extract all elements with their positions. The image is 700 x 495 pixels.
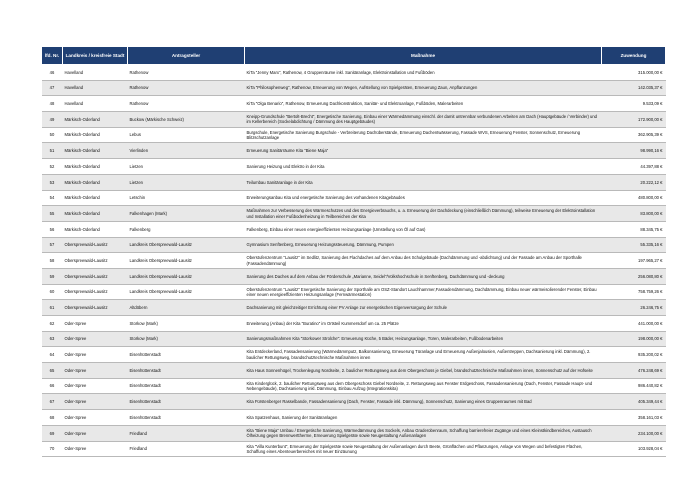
cell-antragsteller: Falkenberg (128, 221, 245, 237)
table-body (42, 65, 666, 457)
cell-landkreis: Oder-Spree (63, 378, 128, 394)
cell-massnahme: KiTa "Jenny Marx", Rathenow, 4 Gruppenräume inkl. Sanitäranlage, Elektroinstallation und Fußböden (245, 65, 602, 81)
cell-nr: 51 (42, 143, 63, 159)
cell-massnahme: Gymnasium Senftenberg, Erneuerung Heizungssteuerung, Dämmung, Pumpen (245, 237, 602, 253)
funding-table (41, 46, 666, 457)
cell-nr: 50 (42, 127, 63, 143)
cell-nr: 63 (42, 331, 63, 347)
cell-antragsteller: Lietzen (128, 159, 245, 175)
cell-nr: 67 (42, 394, 63, 410)
cell-antragsteller: Lebus (128, 127, 245, 143)
cell-landkreis: Oder-Spree (63, 441, 128, 457)
cell-zuwendung: 198.000,00 € (602, 331, 666, 347)
table-row (42, 394, 666, 410)
header-nr: lfd. Nr. (42, 47, 63, 65)
cell-massnahme: Kita "Biene Maja" Umbau / Energetische Sanierung, Wärmedämmung des Sockels, Anbau Graderobenraum, Schaffung barrierefreier Zugänge und eines Kleinstkindbereiches, Austausch Ölheizung gegen Brennwerttherme, Erneuerung Spielgeräte sowie Neugestaltung Außenanlagen (245, 425, 602, 441)
cell-massnahme: KiTa "Olga Benario", Rathenow, Erneuerung Dachkonstruktion, Sanitär- und Elektroanlage, Fußböden, Malerarbeiten (245, 96, 602, 112)
cell-landkreis: Märkisch-Oderland (63, 112, 128, 128)
table-row (42, 378, 666, 394)
cell-landkreis: Märkisch-Oderland (63, 190, 128, 206)
cell-nr: 53 (42, 174, 63, 190)
cell-antragsteller: Landkreis Oberspreewald-Lausitz (128, 284, 245, 300)
table-row (42, 206, 666, 222)
cell-landkreis: Oder-Spree (63, 394, 128, 410)
cell-antragsteller: Eisenhüttenstadt (128, 363, 245, 379)
cell-nr: 46 (42, 65, 63, 81)
cell-landkreis: Märkisch-Oderland (63, 221, 128, 237)
cell-antragsteller: Buckow (Märkische Schweiz) (128, 112, 245, 128)
table-row (42, 316, 666, 332)
cell-zuwendung: 83.800,00 € (602, 206, 666, 222)
cell-zuwendung: 20.222,12 € (602, 174, 666, 190)
cell-massnahme: Kita Entdeckerland, Fassadensanierung (Wärmedämmputz, Balkonsanierung, Erneuerung Türanlage und Erneuerung Außenjalousien, Außentreppen, Dachsanierung inkl. Dämmung), 2. baulicher Rettungsweg, brandschutztechnische Maßnahmen innen (245, 347, 602, 363)
cell-landkreis: Märkisch-Oderland (63, 174, 128, 190)
cell-landkreis: Oder-Spree (63, 363, 128, 379)
table-row (42, 331, 666, 347)
cell-nr: 60 (42, 284, 63, 300)
cell-nr: 58 (42, 253, 63, 269)
cell-zuwendung: 480.800,00 € (602, 190, 666, 206)
cell-nr: 70 (42, 441, 63, 457)
table-row (42, 96, 666, 112)
cell-landkreis: Märkisch-Oderland (63, 206, 128, 222)
cell-landkreis: Havelland (63, 65, 128, 81)
table-row (42, 159, 666, 175)
cell-antragsteller: Landkreis Oberspreewald-Lausitz (128, 253, 245, 269)
cell-massnahme: Sanierungsmaßnahmen Kita "Storkower Strolche": Erneuerung Küche, 5 Bäder, Heizungsanlage, Türen, Malerarbeiten, Fußbodenarbeiten (245, 331, 602, 347)
cell-massnahme: Sanierung Heizung und Elektro in der Kita (245, 159, 602, 175)
cell-zuwendung: 935.200,02 € (602, 347, 666, 363)
cell-antragsteller: Landkreis Oberspreewald-Lausitz (128, 237, 245, 253)
cell-zuwendung: 55.335,16 € (602, 237, 666, 253)
cell-zuwendung: 256.080,80 € (602, 268, 666, 284)
cell-nr: 59 (42, 268, 63, 284)
table-row (42, 112, 666, 128)
cell-landkreis: Märkisch-Oderland (63, 143, 128, 159)
cell-nr: 56 (42, 221, 63, 237)
cell-nr: 49 (42, 112, 63, 128)
table-row (42, 80, 666, 96)
cell-massnahme: Kita Spatzenhaus, Sanierung der Sanitäranlagen (245, 410, 602, 426)
header-massnahme: Maßnahme (245, 47, 602, 65)
cell-landkreis: Oberspreewald-Lausitz (63, 284, 128, 300)
header-antragsteller: Antragsteller (128, 47, 245, 65)
cell-antragsteller: Eisenhüttenstadt (128, 378, 245, 394)
cell-landkreis: Oder-Spree (63, 347, 128, 363)
cell-landkreis: Oberspreewald-Lausitz (63, 253, 128, 269)
cell-massnahme: Kita Haus Sonnenhügel, Trockenlegung Nordseite, 2. baulicher Rettungsweg aus dem Obergeschoss je Giebel, brandschutztechnische Maßnahmen innen, Sonnenschutz auf der Hofseite (245, 363, 602, 379)
cell-massnahme: Sanierung des Daches auf dem Anbau der Förderschule „Marianne, Seidel"/Volkshochschule in Senftenberg, Dachdämmung und -deckung (245, 268, 602, 284)
cell-nr: 65 (42, 363, 63, 379)
cell-landkreis: Oberspreewald-Lausitz (63, 268, 128, 284)
cell-landkreis: Havelland (63, 80, 128, 96)
cell-massnahme: Kneipp-Grundschule "Bertolt-Brecht", Energetische Sanierung, Einbau einer Wärmedämmung einschl. der damit untrennbar verbundenen Arbeiten am Dach (Hauptgebäude / Verbinder) und im Kellerbereich (Sockelabdichtung / Dämmung des Hauptgebäudes) (245, 112, 602, 128)
cell-antragsteller: Eisenhüttenstadt (128, 394, 245, 410)
cell-zuwendung: 358.161,03 € (602, 410, 666, 426)
cell-landkreis: Märkisch-Oderland (63, 159, 128, 175)
cell-nr: 48 (42, 96, 63, 112)
cell-zuwendung: 758.759,26 € (602, 284, 666, 300)
table-row (42, 190, 666, 206)
table-row (42, 143, 666, 159)
cell-antragsteller: Rathenow (128, 96, 245, 112)
cell-massnahme: Kita Fürstenberger Rasselbande, Fassadensanierung (Dach, Fenster, Fassade inkl. Dämmung), Sonnenschutz, Sanierung eines Gruppenraumes mit Bad (245, 394, 602, 410)
header-zuwendung: Zuwendung (602, 47, 666, 65)
cell-landkreis: Märkisch-Oderland (63, 127, 128, 143)
cell-zuwendung: 476.248,69 € (602, 363, 666, 379)
cell-zuwendung: 103.928,04 € (602, 441, 666, 457)
cell-nr: 61 (42, 300, 63, 316)
cell-antragsteller: Altdöbern (128, 300, 245, 316)
cell-zuwendung: 172.900,00 € (602, 112, 666, 128)
cell-massnahme: Kita Kinderglück, 2. baulicher Rettungsweg aus dem Obergeschoss Giebel Nordseite, 2. Rettungsweg aus Fenster Erdgeschoss, Fassadensanierung (Dach, Fenster, Fassade Haupt- und Nebengebäude), Dachsanierung inkl. Dämmung, Einbau Aufzug (Integrationskita) (245, 378, 602, 394)
table-header (42, 47, 666, 65)
cell-antragsteller: Eisenhüttenstadt (128, 347, 245, 363)
table-row (42, 253, 666, 269)
cell-antragsteller: Storkow (Mark) (128, 331, 245, 347)
table-row (42, 347, 666, 363)
cell-massnahme: Erweiterungsanbau Kita und energetische Sanierung des vorhandenen Kitagebäudes (245, 190, 602, 206)
table-row (42, 65, 666, 81)
cell-zuwendung: 315.000,00 € (602, 65, 666, 81)
cell-nr: 69 (42, 425, 63, 441)
cell-nr: 54 (42, 190, 63, 206)
cell-massnahme: Kita "Villa Kunterbunt", Erneuerung der Spielgeräte sowie Neugestaltung der Außenanlagen durch Beete, Grünflächen und Pflanzungen, Anlage von Wegen und befestigten Flächen, Schaffung eines Abenteuerbereiches mit neuer Einzäunung (245, 441, 602, 457)
cell-antragsteller: Letschin (128, 190, 245, 206)
cell-massnahme: Erweiterung (Anbau) der Kita "Buratino" im Ortsteil Kummersdorf um ca. 25 Plätze (245, 316, 602, 332)
table-row (42, 284, 666, 300)
table-row (42, 174, 666, 190)
cell-landkreis: Oder-Spree (63, 316, 128, 332)
table-row (42, 300, 666, 316)
cell-nr: 62 (42, 316, 63, 332)
cell-antragsteller: Rathenow (128, 65, 245, 81)
cell-landkreis: Oder-Spree (63, 425, 128, 441)
cell-massnahme: Teilumbau Sanitäranlage in der Kita (245, 174, 602, 190)
table-row (42, 237, 666, 253)
cell-zuwendung: 44.397,88 € (602, 159, 666, 175)
cell-zuwendung: 88.345,75 € (602, 221, 666, 237)
table-row (42, 425, 666, 441)
cell-massnahme: Falkenberg, Einbau einer neuen energieeffizienten Heizungsanlage (Umstellung von Öl auf Gas) (245, 221, 602, 237)
cell-landkreis: Oberspreewald-Lausitz (63, 237, 128, 253)
cell-nr: 64 (42, 347, 63, 363)
table-row (42, 221, 666, 237)
cell-antragsteller: Eisenhüttenstadt (128, 410, 245, 426)
cell-zuwendung: 142.035,37 € (602, 80, 666, 96)
cell-landkreis: Oder-Spree (63, 331, 128, 347)
cell-massnahme: Maßnahmen zur Verbesserung des Wärmeschutzes und des Energieverbrauchs, u. a. Erneuerung der Dachdeckung (einschließlich Dämmung), teilweise Erneuerung der Elektroinstallation und Installation einer Fußbodenheizung in Teilbereichen der Kita (245, 206, 602, 222)
cell-zuwendung: 197.965,27 € (602, 253, 666, 269)
table-row (42, 410, 666, 426)
cell-antragsteller: Lietzen (128, 174, 245, 190)
cell-zuwendung: 98.990,16 € (602, 143, 666, 159)
cell-nr: 52 (42, 159, 63, 175)
cell-massnahme: Oberstufenzentrum "Lausitz" im Sedlitz, Sanierung des Flachdaches auf dem Anbau des Schulgebäude (Dachdämmung und -abdichtung) und der Fassade am Anbau der Sporthalle (Fassadendämmung) (245, 253, 602, 269)
cell-nr: 57 (42, 237, 63, 253)
cell-antragsteller: Friedland (128, 441, 245, 457)
cell-zuwendung: 405.349,44 € (602, 394, 666, 410)
cell-antragsteller: Landkreis Oberspreewald-Lausitz (128, 268, 245, 284)
cell-zuwendung: 986.440,82 € (602, 378, 666, 394)
table-row (42, 127, 666, 143)
funding-table-sheet (41, 46, 665, 457)
cell-nr: 66 (42, 378, 63, 394)
cell-zuwendung: 362.905,39 € (602, 127, 666, 143)
cell-landkreis: Oder-Spree (63, 410, 128, 426)
cell-nr: 47 (42, 80, 63, 96)
cell-antragsteller: Friedland (128, 425, 245, 441)
cell-landkreis: Oberspreewald-Lausitz (63, 300, 128, 316)
header-kreis: Landkreis / kreisfreie Stadt (63, 47, 128, 65)
cell-antragsteller: Storkow (Mark) (128, 316, 245, 332)
cell-massnahme: Burgschule, Energetische Sanierung Burgschule - Verbreiterung Dachüberstände, Erneuerung Dachentwässerung, Fassade WVS, Erneuerung Fenster, Sonnenschutz, Erneuerung Blitzschutzanlage (245, 127, 602, 143)
table-row (42, 268, 666, 284)
cell-massnahme: KiTa "Philosophenweg", Rathenow, Erneuerung von Wegen, Aufstellung von Spielgeräten, Erneuerung Zaun, Anpflanzungen (245, 80, 602, 96)
cell-zuwendung: 234.100,00 € (602, 425, 666, 441)
cell-nr: 68 (42, 410, 63, 426)
table-row (42, 441, 666, 457)
cell-antragsteller: Vierlinden (128, 143, 245, 159)
cell-antragsteller: Falkenhagen (Mark) (128, 206, 245, 222)
cell-zuwendung: 26.246,75 € (602, 300, 666, 316)
cell-zuwendung: 441.000,00 € (602, 316, 666, 332)
table-row (42, 363, 666, 379)
cell-landkreis: Havelland (63, 96, 128, 112)
cell-antragsteller: Rathenow (128, 80, 245, 96)
cell-massnahme: Dachsanierung mit gleichzeitiger Errichtung einer PV Anlage zur energetischen Eigenversorgung der Schule (245, 300, 602, 316)
cell-massnahme: Erneuerung Sanitärräume Kita "Biene Maja" (245, 143, 602, 159)
cell-zuwendung: 9.533,09 € (602, 96, 666, 112)
cell-massnahme: Oberstufenzentrum "Lausitz" Energetische Sanierung der Sporthalle am OSZ-Standort Lauchhammer,Fassadendämmung, Dachdämmung, Einbau neuer wärmeisolierender Fenster, Einbau einer neuen energieeffizienten Heizungsanlage (Fernwärmestation) (245, 284, 602, 300)
cell-nr: 55 (42, 206, 63, 222)
